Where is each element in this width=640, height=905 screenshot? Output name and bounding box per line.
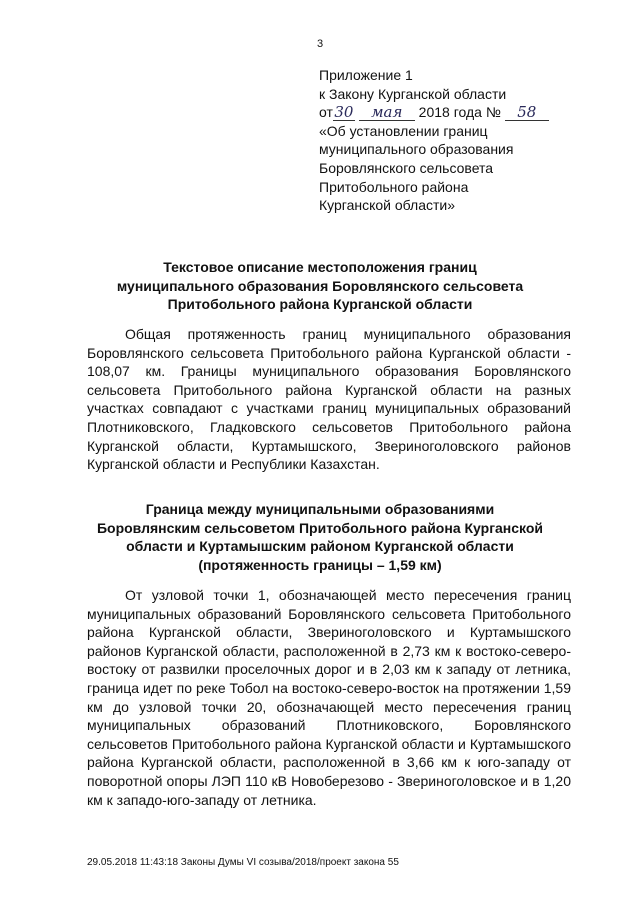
date-year: 2018 года № <box>418 104 501 121</box>
section-line-4: (протяженность границы – 1,59 км) <box>198 556 442 573</box>
appendix-line-8: Курганской области» <box>319 197 456 214</box>
document-title <box>86 258 554 314</box>
page-number: 3 <box>316 38 324 50</box>
section-title <box>86 500 554 574</box>
appendix-header <box>319 66 619 215</box>
section-line-2: Боровлянским сельсоветом Притобольного района Курганской <box>96 519 544 536</box>
paragraph-border-description: От узловой точки 1, обозначающей место пересечения границ муниципальных образований Боровлянского сельсовета Притобольного района Курганской области, Звериноголовского и Куртамышского районов Курганской области, расположенной в 2,73 км к востоко-северо-востоку от развилки проселочных дорог и в 2,03 км к западу от летника, граница идет по реке Тобол на востоко-северо-восток на протяжении 1,59 км до узловой точки 20, обозначающей место пересечения границ муниципальных образований Плотниковского, Боровлянского сельсоветов Притобольного района Курганской области и Куртамышского района Курганской области, расположенной в 3,66 км к юго-западу от поворотной опоры ЛЭП 110 кВ Новоберезово - Звериноголовское и в 1,20 км к западо-юго-западу от летника. <box>87 587 571 808</box>
appendix-date-line <box>319 103 619 122</box>
title-line-2: муниципального образования Боровлянского сельсовета <box>116 277 524 294</box>
appendix-line-4: «Об установлении границ <box>319 122 488 139</box>
appendix-line-2: к Закону Курганской области <box>319 85 507 102</box>
appendix-line-5: муниципального образования <box>319 141 514 158</box>
section-line-3: области и Куртамышским районом Курганской области <box>126 538 514 555</box>
handwritten-law-number: 58 <box>505 105 549 121</box>
appendix-line-7: Притобольного района <box>319 178 469 195</box>
footer-stamp: 29.05.2018 11:43:18 Законы Думы VI созыва/2018/проект закона 55 <box>87 857 399 868</box>
handwritten-day: 30 <box>334 103 354 122</box>
section-line-1: Граница между муниципальными образованиями <box>145 501 495 517</box>
appendix-line-1: Приложение 1 <box>319 67 413 83</box>
paragraph-total-length: Общая протяженность границ муниципального образования Боровлянского сельсовета Притобольного района Курганской области - 108,07 км. Границы муниципального образования Боровлянского сельсовета Притобольного района Курганской области на разных участках совпадают с участками границ муниципальных образований Плотниковского, Гладковского сельсоветов Притобольного района Курганской области, Куртамышского, Звериноголовского районов Курганской области и Республики Казахстан. <box>87 326 571 473</box>
title-line-3: Притобольного района Курганской области <box>167 296 473 313</box>
date-prefix: от <box>319 104 333 121</box>
handwritten-month: мая <box>359 105 415 121</box>
appendix-line-6: Боровлянского сельсовета <box>319 159 494 176</box>
title-line-1: Текстовое описание местоположения границ <box>163 259 477 275</box>
